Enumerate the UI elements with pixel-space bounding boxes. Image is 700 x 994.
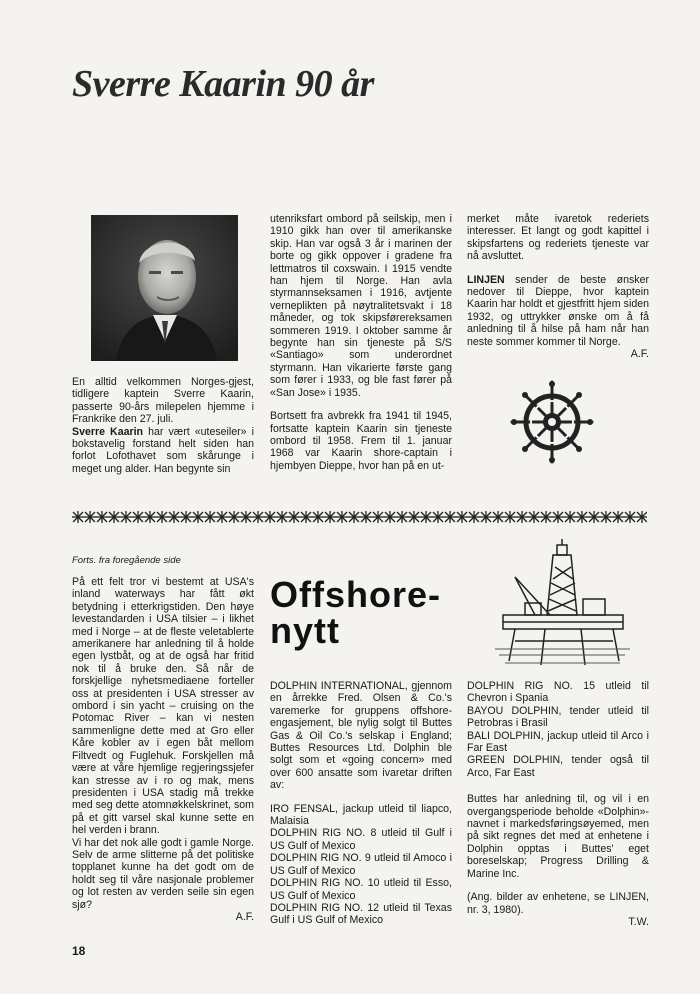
offshore-heading-line1: Offshore- [270, 574, 441, 615]
article1-signature: A.F. [630, 348, 649, 361]
border-ornament [564, 511, 576, 523]
border-ornament [168, 511, 180, 523]
article1-column1 [72, 376, 254, 475]
border-ornament [588, 511, 600, 523]
border-ornament [516, 511, 528, 523]
border-ornament [456, 511, 468, 523]
rig-list-mid [270, 803, 452, 927]
article1-col3-p1: merket måte ivaretok rederiets interesser. Et langt og godt kapittel i skipsfartens og rederiets tjeneste var nå avsluttet. [467, 213, 649, 263]
border-ornament [444, 511, 456, 523]
offshore-column-mid [270, 680, 452, 927]
border-ornament [408, 511, 420, 523]
rig-list-right [467, 680, 649, 779]
ship-wheel-icon [510, 380, 594, 464]
border-ornament [576, 511, 588, 523]
article1-column2 [270, 213, 452, 472]
rig-list-item: DOLPHIN RIG NO. 8 utleid til Gulf i US Gulf of Mexico [270, 827, 452, 852]
article1-col1-rest: har vært «uteseiler» i bokstavelig forstand helt siden han forlot Lofothavet som skårunge i meget ung alder. Han begynte sin [72, 425, 254, 475]
offshore-column-right [467, 680, 649, 928]
border-ornament [372, 511, 384, 523]
decorative-divider [72, 509, 647, 525]
border-ornament [288, 511, 300, 523]
border-ornament [600, 511, 612, 523]
article2-signature: A.F. [235, 910, 254, 923]
page-title: Sverre Kaarin 90 år [72, 63, 374, 105]
border-ornament [468, 511, 480, 523]
border-ornament [528, 511, 540, 523]
border-ornament [120, 511, 132, 523]
article1-name-bold: Sverre Kaarin [72, 425, 144, 438]
rig-list-item: DOLPHIN RIG NO. 9 utleid til Amoco i US Gulf of Mexico [270, 852, 452, 877]
border-ornament [360, 511, 372, 523]
border-ornament [336, 511, 348, 523]
offshore-heading-line2: nytt [270, 610, 340, 651]
article1-intro: En alltid velkommen Norges-gjest, tidligere kaptein Sverre Kaarin, passerte 90-års milepelen hjemme i Frankrike den 27. juli. [72, 376, 254, 426]
offshore-heading [270, 574, 441, 651]
linjen-bold: LINJEN [467, 273, 505, 286]
rig-list-item: DOLPHIN RIG NO. 10 utleid til Esso, US Gulf of Mexico [270, 877, 452, 902]
border-ornament [624, 511, 636, 523]
border-ornament [612, 511, 624, 523]
border-ornament [264, 511, 276, 523]
border-ornament [420, 511, 432, 523]
offshore-intro: DOLPHIN INTERNATIONAL, gjennom en årrekke Fred. Olsen & Co.'s varemerke for gruppens offshore-engasjement, ble nylig solgt til Buttes Gas & Oil Co.'s selskap i England; Buttes Resources Ltd. Dolphin ble solgt som et «going concern» med over 600 ansatte som ivaretar driften av: [270, 680, 452, 792]
border-ornament [144, 511, 156, 523]
article1-col3-rest: sender de beste ønsker nedover til Dieppe, hvor kaptein Kaarin har holdt et gjestfritt hjem siden 1932, og uttrykker ønske om å få anledning til å hilse på ham når han neste sommer kommer til Norge. [467, 273, 649, 348]
rig-list-item: BALI DOLPHIN, jackup utleid til Arco i Far East [467, 729, 649, 755]
rig-list-item: BAYOU DOLPHIN, tender utleid til Petrobras i Brasil [467, 704, 649, 730]
border-ornament [300, 511, 312, 523]
page-number: 18 [72, 944, 86, 958]
border-ornament [432, 511, 444, 523]
border-ornament [72, 511, 84, 523]
border-ornament [480, 511, 492, 523]
article2-p2: Vi har det nok alle godt i gamle Norge. Selv de arme slitterne på det politiske topplanet kunne ha det godt om de holdt seg til våre nasjonale problemer og lot resten av verden seile sin egen sjø? [72, 836, 254, 911]
article1-column3 [467, 213, 649, 360]
border-ornament [180, 511, 192, 523]
border-ornament [636, 511, 647, 523]
rig-list-item: DOLPHIN RIG NO. 15 utleid til Chevron i Spania [467, 680, 649, 705]
border-ornament [132, 511, 144, 523]
border-ornament [504, 511, 516, 523]
border-ornament [228, 511, 240, 523]
border-ornament [384, 511, 396, 523]
rig-list-item: DOLPHIN RIG NO. 12 utleid til Texas Gulf i US Gulf of Mexico [270, 901, 452, 927]
rig-list-item: IRO FENSAL, jackup utleid til liapco, Malaisia [270, 802, 452, 828]
portrait-photo [91, 215, 238, 361]
border-ornament [252, 511, 264, 523]
border-ornament [108, 511, 120, 523]
continued-note: Forts. fra foregående side [72, 555, 181, 566]
border-ornament [192, 511, 204, 523]
oil-rig-icon [495, 537, 630, 672]
border-ornament [540, 511, 552, 523]
border-ornament [276, 511, 288, 523]
border-ornament [492, 511, 504, 523]
offshore-note: (Ang. bilder av enhetene, se LINJEN, nr. 3, 1980). [467, 891, 649, 916]
rig-list-item: GREEN DOLPHIN, tender også til Arco, Far East [467, 754, 649, 779]
border-ornament [96, 511, 108, 523]
border-ornament [324, 511, 336, 523]
border-ornament [312, 511, 324, 523]
article1-col2-p1: utenriksfart ombord på seilskip, men i 1910 gikk han over til amerikanske skip. Han var også 3 år i marinen der borte og gikk oppover i gradene fra lettmatros til coxswain. I 1915 vendte han hjem til Norge. Han avla styrmannseksamen i 1916, avtjente verneplikten på nøytralitetsvakt i 18 måneder, og tok skipsførereksamen sommeren 1919. I oktober samme år begynte han sin tjeneste på S/S «Santiago» som underordnet styrmann. Han vikarierte første gang som fører i 1933, og ble fast fører på «San Jose» i 1935. [270, 213, 452, 399]
border-ornament [348, 511, 360, 523]
border-ornament [84, 511, 96, 523]
border-ornament [216, 511, 228, 523]
offshore-signature: T.W. [628, 915, 649, 928]
border-ornament [240, 511, 252, 523]
border-ornament [204, 511, 216, 523]
article2-column1 [72, 576, 254, 923]
article1-col2-p2: Bortsett fra avbrekk fra 1941 til 1945, fortsatte kaptein Kaarin sin tjeneste ombord til 1958. Frem til 1. januar 1968 var Kaarin shore-captain i hjembyen Dieppe, hvor han på en ut- [270, 410, 452, 472]
border-ornament [552, 511, 564, 523]
article2-p1: På ett felt tror vi bestemt at USA's inland waterways har fått økt betydning i etterkrigstiden. Den høye levestandarden i USA tilsier – i likhet med i Norge – at de fleste veletablerte amerikanere har anledning til å holde egen lystbåt, og at de også har fritid nok til å bruke den. Så når de forskjellige nyhetsmediaene forteller oss at presidenten i USA stresser av ombord i sin yacht – cruising on the Potomac River – kan vi nesten sammenligne dette med at Gro eller Kåre kobler av i egen båt mellom Filtvedt og Fuglehuk. Forskjellen må være at våre hjemlige regjeringssjefer kan stresse av i ro og mak, mens presidenten i USA stadig må trekke med seg dette atomnøkkelskrinet, som på et gitt varsel skal kunne sette en hel verden i brann. [72, 576, 254, 837]
border-ornament [156, 511, 168, 523]
border-ornament [396, 511, 408, 523]
offshore-closing: Buttes har anledning til, og vil i en overgangsperiode beholde «Dolphin»-navnet i markedsføringsøyemed, men på sikt regnes det med at enhetene i Dolphin opptas i Buttes' eget boreselskap; Progress Drilling & Marine Inc. [467, 793, 649, 880]
